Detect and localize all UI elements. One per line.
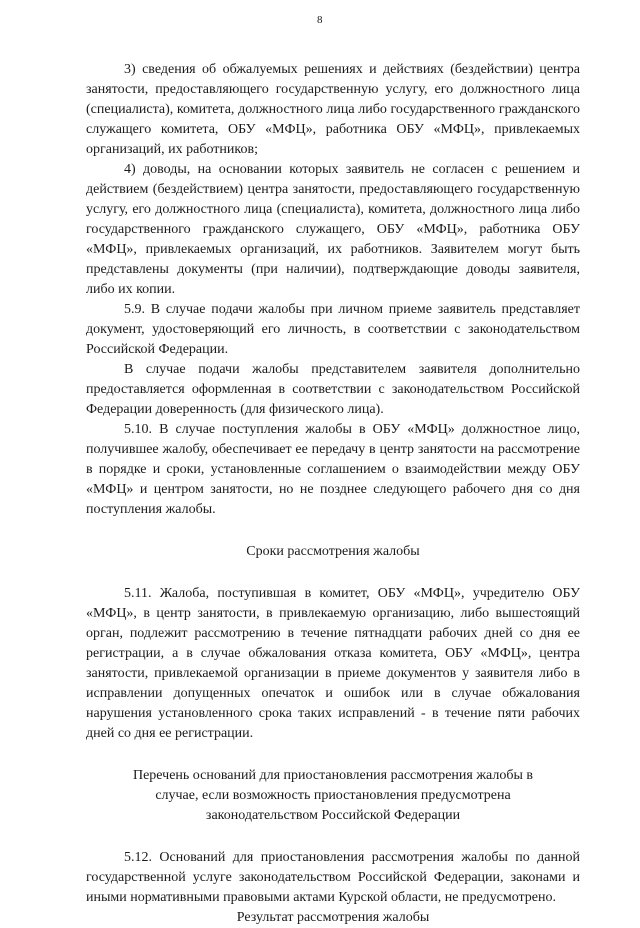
section-heading-terms: Сроки рассмотрения жалобы [246, 544, 420, 559]
section-heading-result: Результат рассмотрения жалобы [236, 910, 430, 925]
paragraph-5-9-representative: В случае подачи жалобы представителем заявителя дополнительно предоставляется оформленная в соответствии с законодательством Российской Федерации доверенность (для физического лица). [86, 362, 580, 417]
paragraph-5-9: 5.9. В случае подачи жалобы при личном приеме заявитель представляет документ, удостоверяющий его личность, в соответствии с законодательством Российской Федерации. [86, 302, 580, 357]
paragraph-5-11: 5.11. Жалоба, поступившая в комитет, ОБУ «МФЦ», учредителю ОБУ «МФЦ», в центр занятости, в привлекаемую организацию, либо вышестоящий орган, подлежит рассмотрению в течение пятнадцати рабочих дней со дня ее регистрации, а в случае обжалования отказа комитета, ОБУ «МФЦ», центра занятости, привлекаемой организации в приеме документов у заявителя либо в исправлении допущенных опечаток и ошибок или в случае обжалования нарушения установленного срока таких исправлений - в течение пяти рабочих дней со дня ее регистрации. [86, 586, 580, 741]
spacer [86, 562, 580, 584]
paragraph-item-4: 4) доводы, на основании которых заявитель не согласен с решением и действием (бездействием) центра занятости, предоставляющего государственную услугу, его должностного лица (специалиста), комитета, должностного лица либо государственного гражданского служащего, ОБУ «МФЦ», работника ОБУ «МФЦ», привлекаемых организаций, их работников. Заявителем могут быть представлены документы (при наличии), подтверждающие доводы заявителя, либо их копии. [86, 162, 580, 297]
paragraph-5-12: 5.12. Оснований для приостановления рассмотрения жалобы по данной государственной услуге законодательством Российской Федерации, законами и иными нормативными правовыми актами Курской области, не предусмотрено. [86, 850, 580, 905]
heading-line: случае, если возможность приостановления предусмотрена [155, 788, 511, 803]
section-heading-suspension [86, 766, 580, 826]
document-body [86, 60, 580, 928]
heading-line: Перечень оснований для приостановления рассмотрения жалобы в [132, 768, 533, 783]
paragraph-5-10: 5.10. В случае поступления жалобы в ОБУ «МФЦ» должностное лицо, получившее жалобу, обеспечивает ее передачу в центр занятости на рассмотрение в порядке и сроки, установленные соглашением о взаимодействии между ОБУ «МФЦ» и центром занятости, но не позднее следующего рабочего дня со дня поступления жалобы. [86, 422, 580, 517]
spacer [86, 826, 580, 848]
heading-line: законодательством Российской Федерации [205, 808, 461, 823]
spacer [86, 744, 580, 766]
paragraph-item-3: 3) сведения об обжалуемых решениях и действиях (бездействии) центра занятости, предоставляющего государственную услугу, его должностного лица (специалиста), комитета, должностного лица либо государственного гражданского служащего комитета, ОБУ «МФЦ», работника ОБУ «МФЦ», привлекаемых организаций, их работников; [86, 62, 580, 157]
spacer [86, 520, 580, 542]
page-number: 8 [317, 14, 323, 26]
